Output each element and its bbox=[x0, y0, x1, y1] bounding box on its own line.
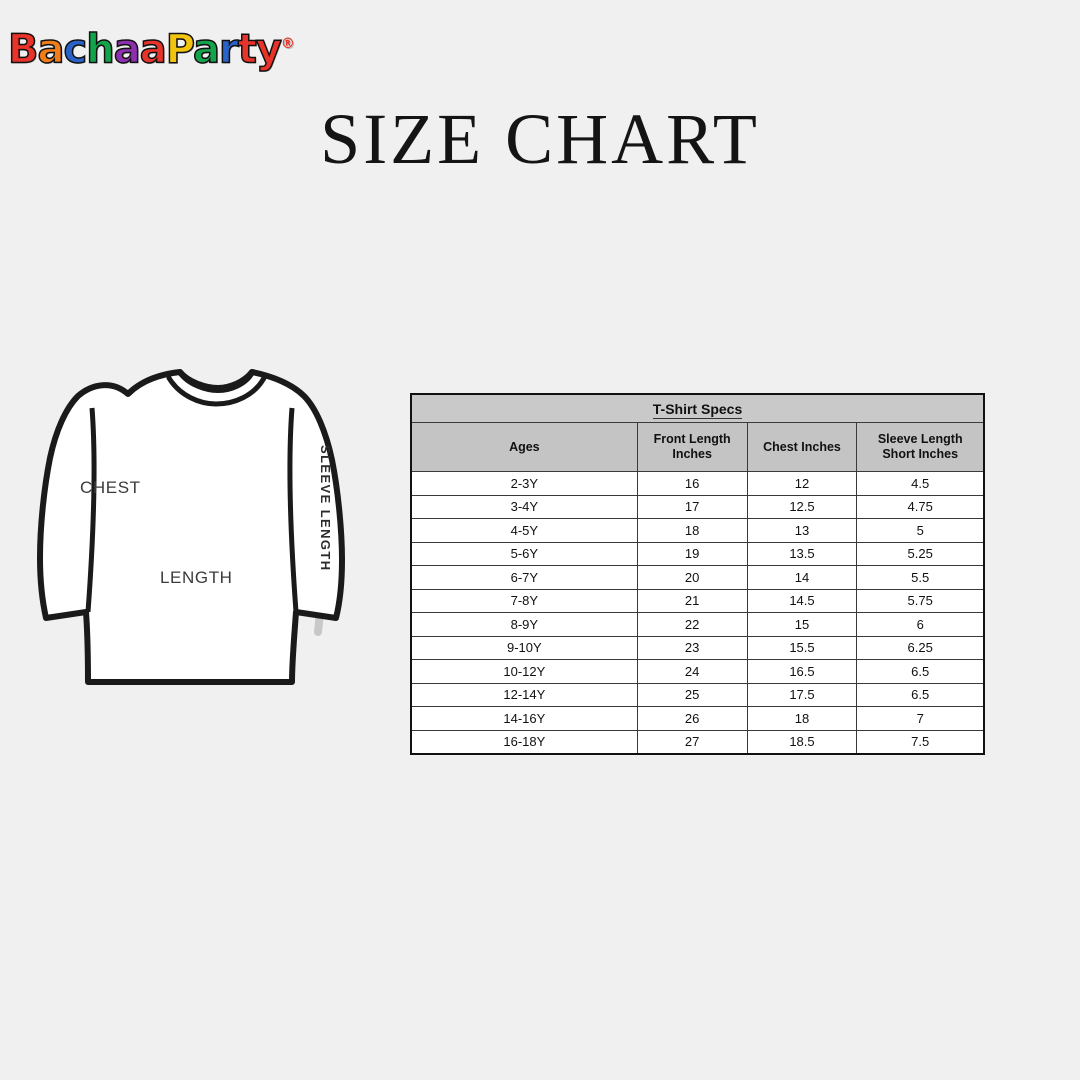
table-cell: 5.5 bbox=[857, 566, 984, 590]
table-cell: 7 bbox=[857, 707, 984, 731]
chest-label: CHEST bbox=[80, 478, 141, 497]
table-cell: 6-7Y bbox=[411, 566, 637, 590]
table-cell: 6.5 bbox=[857, 660, 984, 684]
table-cell: 18 bbox=[637, 519, 747, 543]
table-cell: 18 bbox=[747, 707, 857, 731]
table-cell: 18.5 bbox=[747, 730, 857, 754]
table-cell: 5-6Y bbox=[411, 542, 637, 566]
table-cell: 5.25 bbox=[857, 542, 984, 566]
table-cell: 8-9Y bbox=[411, 613, 637, 637]
table-row bbox=[411, 660, 984, 684]
table-cell: 3-4Y bbox=[411, 495, 637, 519]
size-chart-table bbox=[410, 393, 985, 755]
table-row bbox=[411, 613, 984, 637]
table-cell: 12.5 bbox=[747, 495, 857, 519]
table-cell: 14-16Y bbox=[411, 707, 637, 731]
table-row bbox=[411, 707, 984, 731]
column-header-chest: Chest Inches bbox=[747, 423, 857, 472]
brand-logo-text: BachaaParty® bbox=[8, 26, 294, 73]
page-title: SIZE CHART bbox=[320, 99, 760, 179]
table-cell: 15.5 bbox=[747, 636, 857, 660]
column-header-front-length-line1: Front Length bbox=[653, 432, 731, 446]
table-row bbox=[411, 730, 984, 754]
table-row bbox=[411, 472, 984, 496]
table-row bbox=[411, 495, 984, 519]
table-cell: 19 bbox=[637, 542, 747, 566]
table-title-cell bbox=[411, 394, 984, 423]
column-header-sleeve-length bbox=[857, 423, 984, 472]
table-row bbox=[411, 589, 984, 613]
table-cell: 26 bbox=[637, 707, 747, 731]
shirt-measurement-diagram bbox=[30, 350, 400, 750]
shirt-outline-icon bbox=[30, 350, 400, 750]
table-cell: 6 bbox=[857, 613, 984, 637]
table-cell: 6.25 bbox=[857, 636, 984, 660]
brand-logo bbox=[8, 18, 294, 90]
registered-mark-icon: ® bbox=[280, 36, 294, 52]
size-chart-table-container bbox=[410, 393, 985, 755]
table-cell: 4-5Y bbox=[411, 519, 637, 543]
table-cell: 12-14Y bbox=[411, 683, 637, 707]
table-row bbox=[411, 542, 984, 566]
table-cell: 20 bbox=[637, 566, 747, 590]
table-cell: 4.75 bbox=[857, 495, 984, 519]
table-cell: 14.5 bbox=[747, 589, 857, 613]
table-header bbox=[411, 394, 984, 472]
length-label: LENGTH bbox=[160, 568, 233, 587]
table-row bbox=[411, 636, 984, 660]
column-header-sleeve-length-line2: Short Inches bbox=[882, 447, 959, 461]
table-row bbox=[411, 519, 984, 543]
table-cell: 5 bbox=[857, 519, 984, 543]
table-title-text: T-Shirt Specs bbox=[652, 400, 743, 417]
table-cell: 4.5 bbox=[857, 472, 984, 496]
table-row bbox=[411, 566, 984, 590]
table-column-header-row bbox=[411, 423, 984, 472]
table-cell: 16-18Y bbox=[411, 730, 637, 754]
column-header-ages: Ages bbox=[411, 423, 637, 472]
table-cell: 5.75 bbox=[857, 589, 984, 613]
table-cell: 2-3Y bbox=[411, 472, 637, 496]
table-cell: 10-12Y bbox=[411, 660, 637, 684]
table-cell: 13.5 bbox=[747, 542, 857, 566]
table-cell: 17.5 bbox=[747, 683, 857, 707]
table-cell: 6.5 bbox=[857, 683, 984, 707]
column-header-sleeve-length-line1: Sleeve Length bbox=[877, 432, 963, 446]
table-cell: 22 bbox=[637, 613, 747, 637]
table-cell: 25 bbox=[637, 683, 747, 707]
column-header-front-length-line2: Inches bbox=[672, 447, 712, 461]
table-cell: 9-10Y bbox=[411, 636, 637, 660]
table-cell: 16.5 bbox=[747, 660, 857, 684]
table-cell: 24 bbox=[637, 660, 747, 684]
table-cell: 14 bbox=[747, 566, 857, 590]
table-cell: 23 bbox=[637, 636, 747, 660]
table-cell: 27 bbox=[637, 730, 747, 754]
shirt-body-path bbox=[40, 372, 342, 682]
column-header-front-length bbox=[637, 423, 747, 472]
table-cell: 17 bbox=[637, 495, 747, 519]
table-cell: 21 bbox=[637, 589, 747, 613]
table-cell: 13 bbox=[747, 519, 857, 543]
sleeve-length-label: SLEEVE LENGTH bbox=[318, 445, 333, 572]
table-cell: 12 bbox=[747, 472, 857, 496]
table-cell: 7.5 bbox=[857, 730, 984, 754]
table-row bbox=[411, 683, 984, 707]
table-cell: 7-8Y bbox=[411, 589, 637, 613]
table-cell: 16 bbox=[637, 472, 747, 496]
table-body bbox=[411, 472, 984, 755]
table-cell: 15 bbox=[747, 613, 857, 637]
table-title-row bbox=[411, 394, 984, 423]
